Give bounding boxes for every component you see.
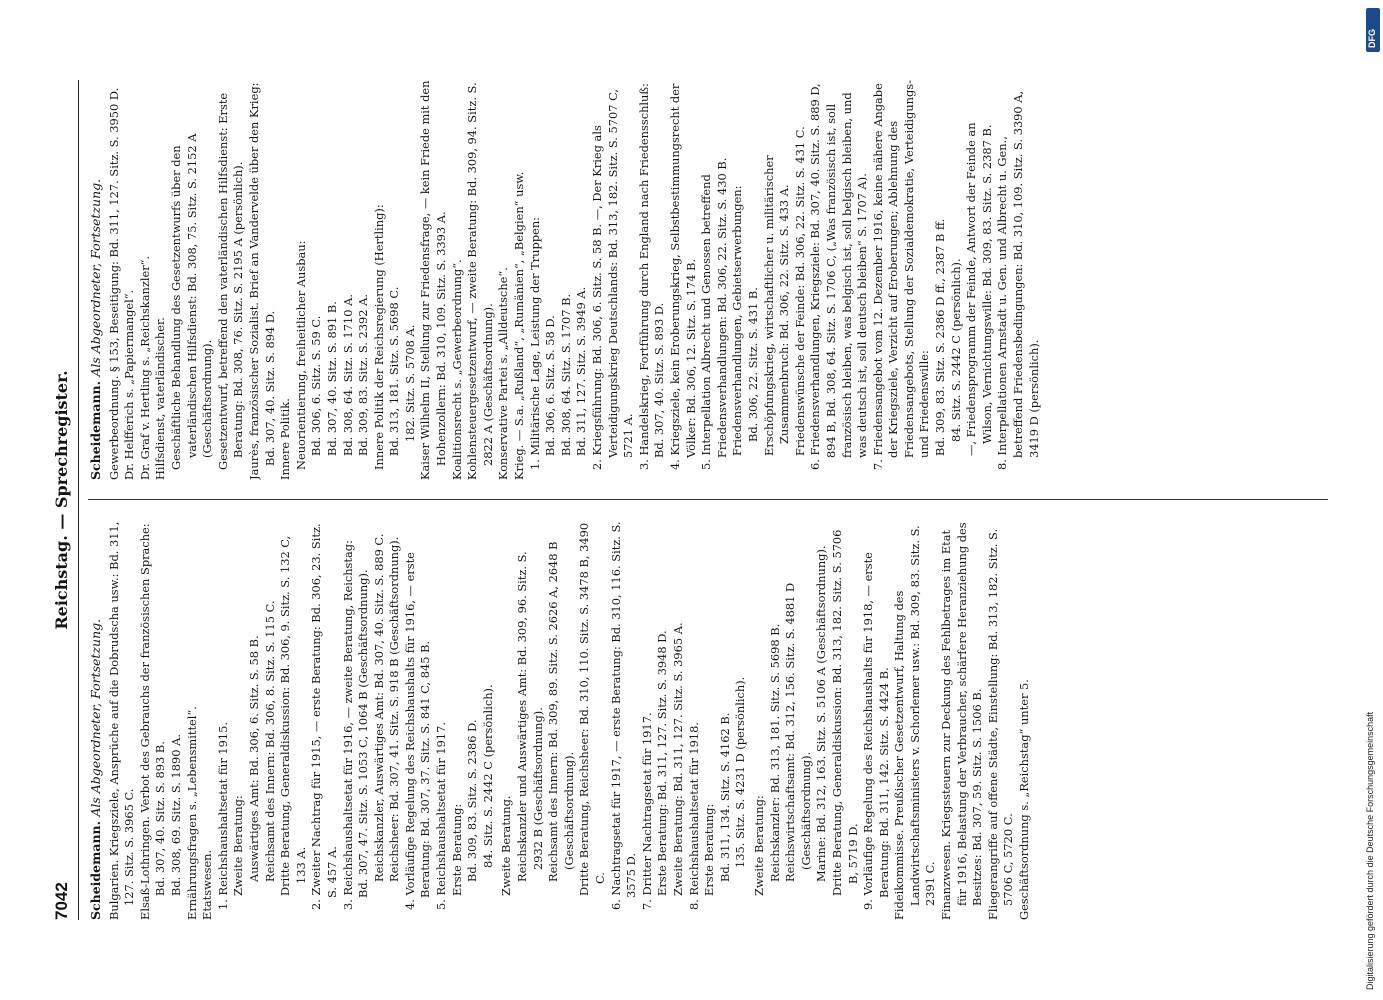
register-entry: Bd. 311, 134. Sitz. S. 4162 B.: [717, 712, 732, 882]
register-entry: Geschäftliche Behandlung des Gesetzentwurfs über den vaterländischen Hilfsdienst: Bd. 308, 75. Sitz. S. 2152 A (Geschäftsordnung).: [168, 133, 215, 470]
register-entry: Reichsamt des Innern: Bd. 309, 89. Sitz. S. 2626 A, 2648 B (Geschäftsordnung).: [546, 541, 576, 882]
register-entry: Reichsheer: Bd. 307, 41. Sitz. S. 918 B (Geschäftsordnung).: [387, 536, 402, 882]
register-entry: Dr. Graf v. Hertling s. „Reichskanzler“.: [137, 255, 152, 480]
register-entry: Erste Beratung: Bd. 311, 127. Sitz. S. 3948 D.: [655, 630, 670, 896]
register-entry: Konservative Partei s. „Alldeutsche“.: [496, 267, 511, 480]
right-heading-name: Scheidemann.: [88, 381, 103, 480]
register-entry: 3. Handelskrieg, Fortführung durch England nach Friedensschluß: Bd. 307, 40. Sitz. S. 893 D.: [636, 83, 667, 470]
register-entry: Erste Beratung:: [449, 803, 464, 896]
register-entry: 84. Sitz. S. 2442 C (persönlich).: [948, 258, 963, 442]
register-entry: Reichswirtschaftsamt: Bd. 312, 156. Sitz. S. 4881 D (Geschäftsordnung).: [783, 582, 813, 882]
register-entry: Innere Politik.: [278, 398, 293, 480]
register-entry: Reichsamt des Innern: Bd. 306, 8. Sitz. S. 115 C.: [262, 600, 277, 882]
register-entry: 7. Dritter Nachtragsetat für 1917.: [639, 712, 654, 910]
register-entry: 2. Zweiter Nachtrag für 1915, — erste Beratung: Bd. 306, 23. Sitz. S. 457 A.: [309, 523, 339, 910]
register-entry: 6. Nachtragsetat für 1917, — erste Beratung: Bd. 310, 116. Sitz. S. 3575 D.: [608, 521, 639, 910]
register-entry: 182. Sitz. S. 5708 A.: [402, 324, 417, 442]
running-title: Reichstag. — Sprechregister.: [52, 370, 71, 630]
register-entry: Dritte Beratung, Generaldiskussion: Bd. 313, 182. Sitz. S. 5706 B, 5719 D.: [829, 529, 860, 896]
register-entry: Marine: Bd. 312, 163. Sitz. S. 5106 A (Geschäftsordnung).: [814, 545, 829, 882]
register-entry: 8. Interpellationen Arnstadt u. Gen. und Albrecht u. Gen., betreffend Friedensbedingungen: Bd. 310, 109. Sitz. S. 3390 A, 3419 D (persönlich).: [995, 90, 1041, 470]
register-entry: Etatswesen.: [200, 849, 215, 920]
register-entry: 4. Vorläufige Regelung des Reichshaushalts für 1916, — erste Beratung: Bd. 307, 37. Sitz. S. 841 C, 845 B.: [402, 552, 433, 910]
register-entry: Elsaß-Lothringen. Verbot des Gebrauchs der französischen Sprache:: [137, 523, 152, 920]
register-entry: Krieg. — S.a. „Rußland“, „Rumänien“, „Belgien“ usw.: [512, 171, 527, 480]
left-column: [88, 520, 1338, 920]
right-column: [88, 80, 1338, 480]
register-entry: Reichskanzler: Bd. 313, 181. Sitz. S. 5698 B.: [767, 623, 782, 882]
register-entry: 7. Friedensangebot vom 12. Dezember 1916, keine nähere Angabe der Kriegsziele, Verzicht auf Eroberungen; Ablehnung des Friedensangebots, Stellung der Sozialdemokratie, Verteidigungs- und Friedenswille:: [870, 80, 932, 470]
register-entry: Bd. 309, 83. Sitz. S. 2392 A.: [356, 294, 371, 456]
register-entry: 2. Kriegsführung: Bd. 306, 6. Sitz. S. 58 B. —, Der Krieg als Verteidigungskrieg Deutschlands: Bd. 313, 182. Sitz. S. 5707 C, 5721 A.: [590, 88, 636, 470]
register-entry: Auswärtiges Amt: Bd. 306, 6. Sitz. S. 58 B.: [246, 635, 261, 882]
column-divider: [88, 499, 1328, 500]
register-entry: Gesetzentwurf, betreffend den vaterländischen Hilfsdienst: Erste Beratung: Bd. 308, 76. Sitz. S. 2195 A (persönlich).: [215, 92, 246, 470]
register-entry: Bd. 306, 6. Sitz. S. 59 C.: [309, 315, 324, 456]
register-entry: Friedenswünsche der Feinde: Bd. 306, 22. Sitz. S. 431 C.: [792, 126, 807, 456]
register-entry: Zweite Beratung:: [231, 795, 246, 896]
register-entry: Bd. 308, 64. Sitz. S. 1707 B.: [558, 293, 573, 456]
register-entry: Reichskanzler und Auswärtiges Amt: Bd. 309, 96. Sitz. S. 2932 B (Geschäftsordnung).: [515, 551, 545, 882]
register-entry: Neuorientierung, freiheitlicher Ausbau:: [293, 240, 308, 470]
register-entry: Kohlensteuergesetzentwurf, — zweite Beratung: Bd. 309, 94. Sitz. S. 2822 A (Geschäftsordnung).: [465, 82, 495, 480]
register-entry: 1. Reichshaushaltsetat für 1915.: [215, 721, 230, 910]
right-heading-continuation: Als Abgeordneter, Fortsetzung.: [88, 178, 103, 377]
register-entry: Friedensverhandlungen, Gebietserwerbungen:: [730, 185, 745, 456]
register-entry: Zweite Beratung.: [499, 795, 514, 896]
register-entry: Jaurès, französischer Sozialist. Brief an Vandervelde über den Krieg: Bd. 307, 40. Sitz. S. 894 D.: [246, 82, 277, 480]
right-entries: [107, 80, 1043, 480]
register-entry: 9. Vorläufige Regelung des Reichshaushalts für 1918, — erste Beratung: Bd. 311, 142. Sitz. S. 4424 B.: [861, 552, 891, 910]
register-entry: 1. Militärische Lage, Leistung der Truppen:: [527, 216, 542, 470]
register-entry: Bd. 311, 127. Sitz. S. 3949 A.: [574, 286, 589, 456]
left-entries: [107, 520, 1033, 920]
register-entry: 5. Reichshaushaltsetat für 1917.: [434, 721, 449, 910]
register-entry: 8. Reichshaushaltsetat für 1918.: [686, 721, 701, 910]
register-entry: 6. Friedensverhandlungen, Kriegsziele: Bd. 307, 40. Sitz. S. 889 D, 894 B, Bd. 308, 64. Sitz. S. 1706 C, („Was französisch ist, soll französisch bleiben, was belgisch ist, soll belgisch bleiben, und was deutsch ist, soll deutsch bleiben“ S. 1707 A).: [808, 83, 870, 470]
funding-note: Digitalisierung gefördert durch die Deutsche Forschungsgemeinschaft: [1365, 711, 1375, 990]
register-entry: Fideikommisse. Preußischer Gesetzentwurf, Haltung des Landwirtschaftsministers v. Schorlemer usw.: Bd. 309, 83. Sitz. S. 2391 C.: [892, 525, 938, 920]
register-entry: 3. Reichshaushaltsetat für 1916, — zweite Beratung, Reichstag: Bd. 307, 47. Sitz. S. 1053 C, 1064 B (Geschäftsordnung).: [340, 540, 371, 910]
register-entry: Bd. 307, 40. Sitz. S. 891 B.: [324, 301, 339, 456]
register-entry: Gewerbeordnung. § 153, Beseitigung: Bd. 311, 127. Sitz. S. 3950 D.: [106, 87, 121, 480]
register-entry: Bd. 306, 6. Sitz. S. 58 D.: [543, 315, 558, 456]
register-entry: Erschöpfungskrieg, wirtschaftlicher u. militärischer Zusammenbruch: Bd. 306, 22. Sitz. S. 433 A.: [761, 155, 792, 456]
page-header: [52, 80, 79, 920]
page-number: 7042: [52, 882, 71, 920]
register-entry: Dritte Beratung, Reichsheer: Bd. 310, 110. Sitz. S. 3478 B, 3490 C.: [577, 522, 607, 896]
left-heading-name: Scheidemann.: [88, 821, 103, 920]
register-entry: 135. Sitz. S. 4231 D (persönlich).: [733, 676, 748, 868]
register-entry: 5. Interpellation Albrecht und Genossen betreffend Friedensverhandlungen: Bd. 306, 22. Sitz. S. 430 B.: [699, 157, 729, 470]
register-entry: Bd. 306, 22. Sitz. S. 431 B.: [745, 287, 760, 442]
register-entry: —, Friedensprogramm der Feinde, Antwort der Feinde an Wilson, Vernichtungswille: Bd. 309, 83. Sitz. S. 2387 B.: [964, 122, 994, 456]
register-entry: Bulgarien. Kriegsziele, Ansprüche auf die Dobrudscha usw.: Bd. 311, 127. Sitz. S. 3965 C.: [106, 521, 137, 920]
register-entry: Bd. 307, 40. Sitz. S. 893 B.: [153, 741, 168, 896]
register-entry: Fliegerangriffe auf offene Städte, Einstellung: Bd. 313, 182. Sitz. S. 5706 C, 5720 C.: [985, 528, 1016, 920]
register-entry: Dritte Beratung, Generaldiskussion: Bd. 306, 9. Sitz. S. 132 C, 133 A.: [278, 535, 308, 896]
register-entry: Hilfsdienst, vaterländischer.: [153, 317, 168, 480]
register-entry: Zweite Beratung: Bd. 311, 127. Sitz. S. 3965 A.: [670, 622, 685, 896]
register-entry: 84. Sitz. S. 2442 C (persönlich).: [480, 684, 495, 868]
register-entry: Bd. 308, 64. Sitz. S. 1710 A.: [340, 294, 355, 456]
register-entry: Innere Politik der Reichsregierung (Hertling):: [371, 204, 386, 470]
dfg-logo-text: DFG: [1367, 29, 1377, 48]
register-entry: Dr. Helfferich s. „Papiermangel“.: [122, 289, 137, 480]
register-entry: Koalitionsrecht s. „Gewerbeordnung“.: [449, 259, 464, 480]
register-entry: Finanzwesen. Kriegssteuern zur Deckung des Fehlbetrages im Etat für 1916, Belastung der Verbraucher, schärfere Heranziehung des Besitzes: Bd. 307, 59. Sitz. S. 1506 B.: [939, 522, 985, 920]
register-entry: 4. Kriegsziele, kein Eroberungskrieg, Selbstbestimmungsrecht der Völker: Bd. 306, 12. Sitz. S. 174 B.: [667, 83, 698, 470]
register-entry: Bd. 308, 69. Sitz. S. 1890 A.: [168, 734, 183, 896]
register-entry: Reichskanzler, Auswärtiges Amt: Bd. 307, 40. Sitz. S. 889 C.: [371, 533, 386, 882]
register-entry: Zweite Beratung:: [751, 795, 766, 896]
register-entry: Geschäftsordnung s. „Reichstag“ unter 5.: [1017, 679, 1032, 920]
dfg-logo: [1366, 8, 1380, 52]
register-entry: Ernährungsfragen s. „Lebensmittel“.: [184, 706, 199, 920]
register-entry: Bd. 313, 181. Sitz. S. 5698 C.: [387, 286, 402, 456]
register-entry: Erste Beratung:: [702, 803, 717, 896]
left-heading-continuation: Als Abgeordneter, Fortsetzung.: [88, 618, 103, 817]
register-entry: Bd. 309, 83. Sitz. S. 2386 D.: [465, 719, 480, 882]
register-entry: Bd. 309, 83. Sitz. S. 2386 D ff., 2387 B ff.: [933, 218, 948, 456]
right-column-heading: [88, 80, 104, 480]
register-entry: Kaiser Wilhelm II, Stellung zur Friedensfrage, — kein Friede mit den Hohenzollern: Bd. 310, 109. Sitz. S. 3393 A.: [418, 80, 449, 480]
left-column-heading: [88, 520, 104, 920]
